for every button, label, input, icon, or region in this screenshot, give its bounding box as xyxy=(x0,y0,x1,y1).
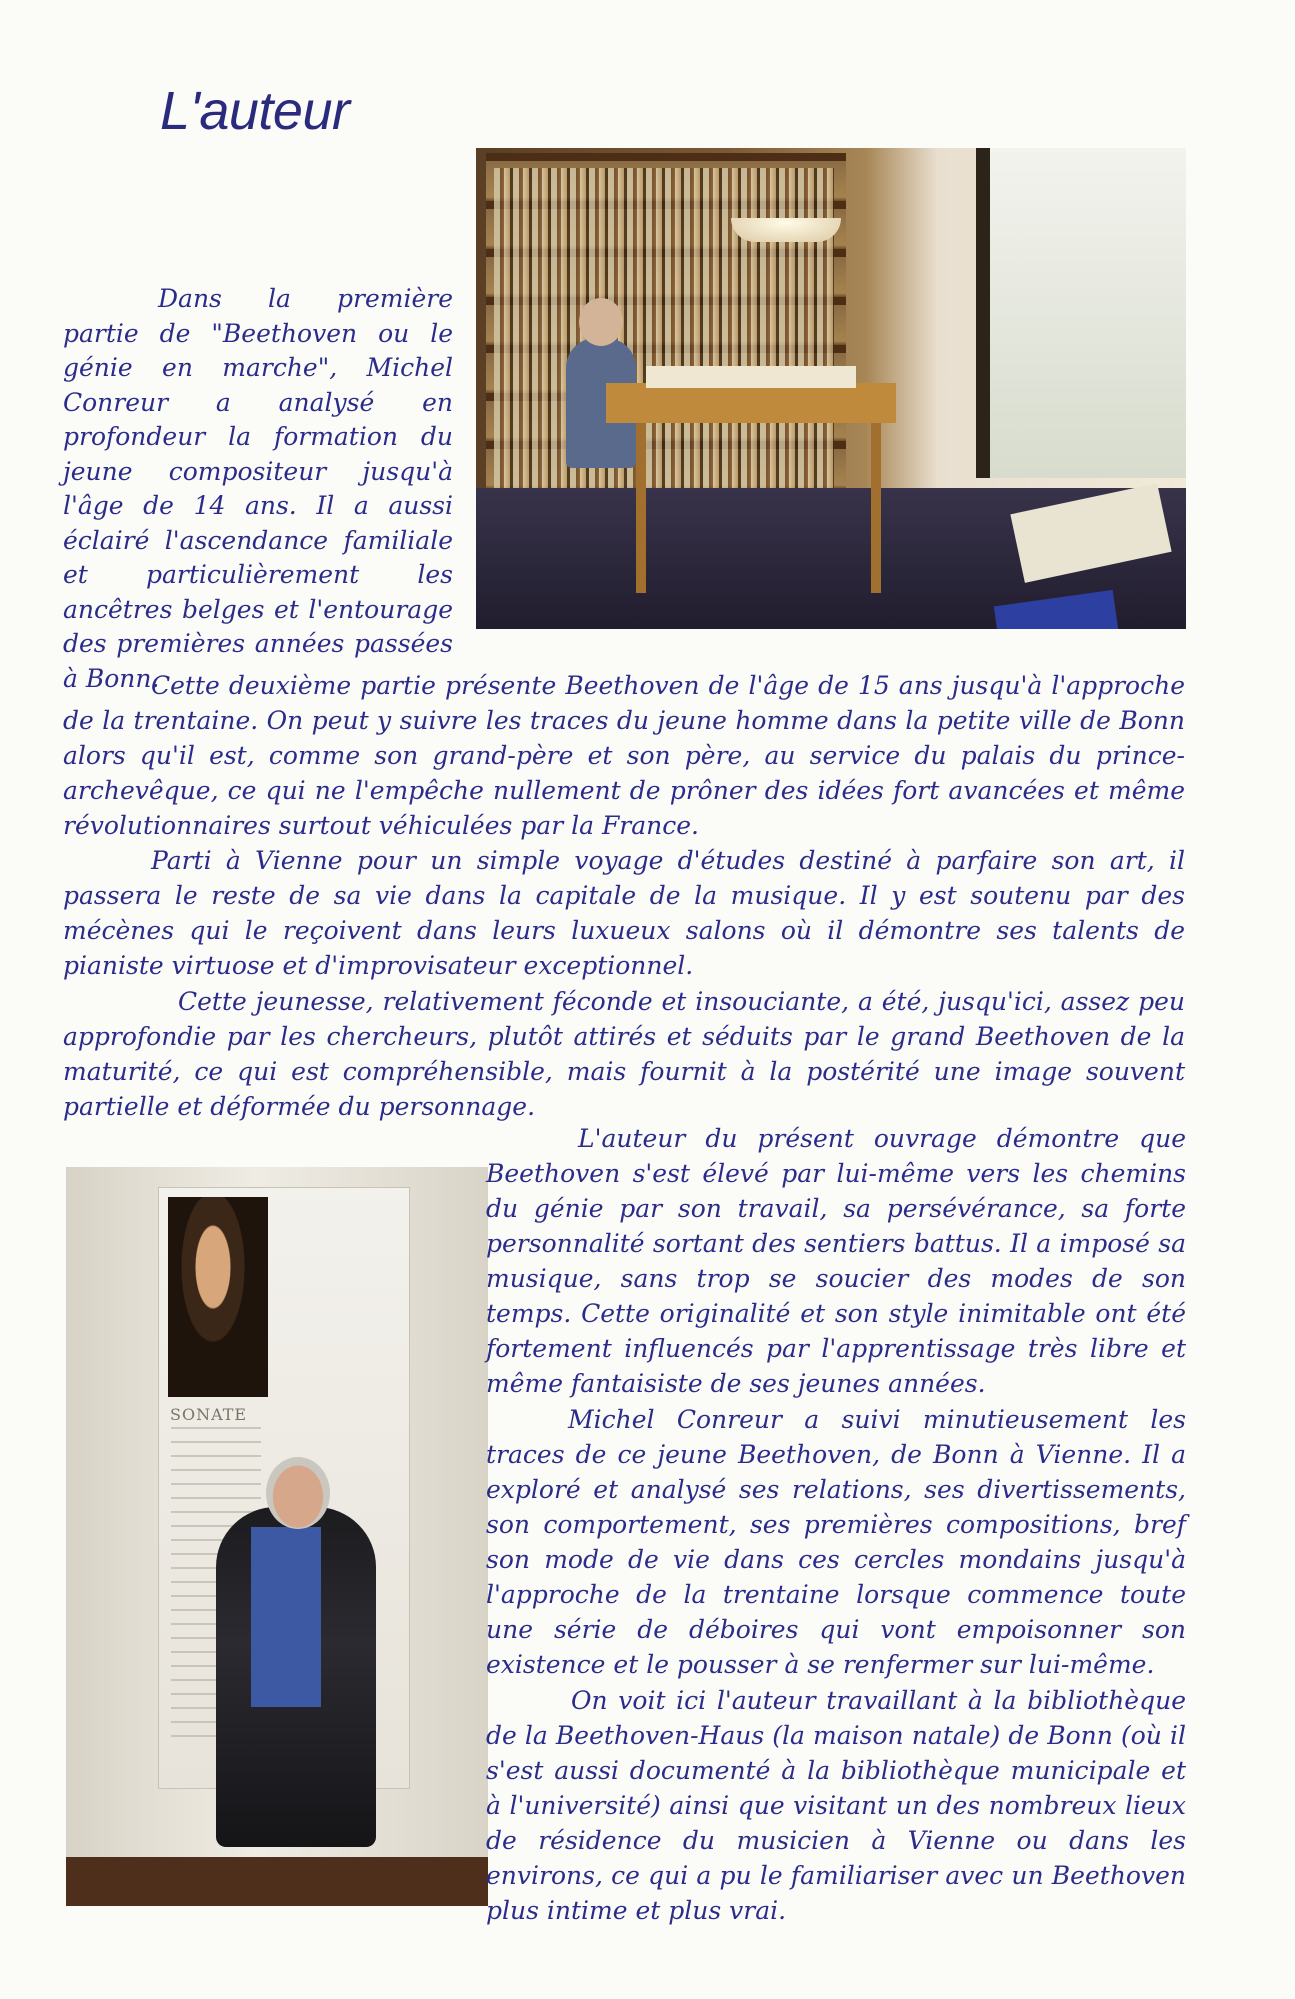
intro-paragraph: Dans la première partie de "Beethoven ou le génie en marche", Michel Conreur a analysé en profondeur la formation du jeune compositeur jusqu'à l'âge de 14 ans. Il a aussi éclairé l'ascendance familiale et particulièrement les ancêtres belges et l'entourage des premières années passées à Bonn. xyxy=(63,284,453,693)
library-photo xyxy=(476,148,1186,629)
body-paragraph: Michel Conreur a suivi minutieusement les traces de ce jeune Beethoven, de Bonn à Vienne. Il a exploré et analysé ses relations, ses divertissements, son comportement, ses premières compositions, bref son mode de vie dans ces cercles mondains jusqu'à l'approche de la trentaine lorsque commence toute une série de déboires qui vont empoisonner son existence et le pousser à se renfermer sur lui-même. xyxy=(486,1405,1186,1679)
photo-label: SONATE xyxy=(170,1405,248,1424)
museum-photo xyxy=(66,1167,488,1906)
body-paragraph: Cette deuxième partie présente Beethoven de l'âge de 15 ans jusqu'à l'approche de la trentaine. On peut y suivre les traces du jeune homme dans la petite ville de Bonn alors qu'il est, comme son grand-père et son père, au service du palais du prince-archevêque, ce qui ne l'empêche nullement de prôner des idées fort avancées et même révolutionnaires surtout véhiculées par la France. xyxy=(63,671,1185,840)
body-paragraph: Cette jeunesse, relativement féconde et insouciante, a été, jusqu'ici, assez peu approfondie par les chercheurs, plutôt attirés et séduits par le grand Beethoven de la maturité, ce qui est compréhensible, mais fournit à la postérité une image souvent partielle et déformée du personnage. xyxy=(63,987,1185,1121)
page-title: L'auteur xyxy=(160,81,350,141)
body-paragraph: L'auteur du présent ouvrage démontre que Beethoven s'est élevé par lui-même vers les chemins du génie par son travail, sa persévérance, sa forte personnalité sortant des sentiers battus. Il a imposé sa musique, sans trop se soucier des modes de son temps. Cette originalité et son style inimitable ont été fortement influencés par l'apprentissage très libre et même fantaisiste de ses jeunes années. xyxy=(486,1124,1186,1398)
body-paragraph: Parti à Vienne pour un simple voyage d'études destiné à parfaire son art, il passera le reste de sa vie dans la capitale de la musique. Il y est soutenu par des mécènes qui le reçoivent dans leurs luxueux salons où il démontre ses talents de pianiste virtuose et d'improvisateur exceptionnel. xyxy=(63,846,1185,980)
beethoven-portrait xyxy=(168,1197,268,1397)
body-paragraph: On voit ici l'auteur travaillant à la bibliothèque de la Beethoven-Haus (la maison natale) de Bonn (où il s'est aussi documenté à la bibliothèque municipale et à l'université) ainsi que visitant un des nombreux lieux de résidence du musicien à Vienne ou dans les environs, ce qui a pu le familiariser avec un Beethoven plus intime et plus vrai. xyxy=(486,1686,1186,1925)
